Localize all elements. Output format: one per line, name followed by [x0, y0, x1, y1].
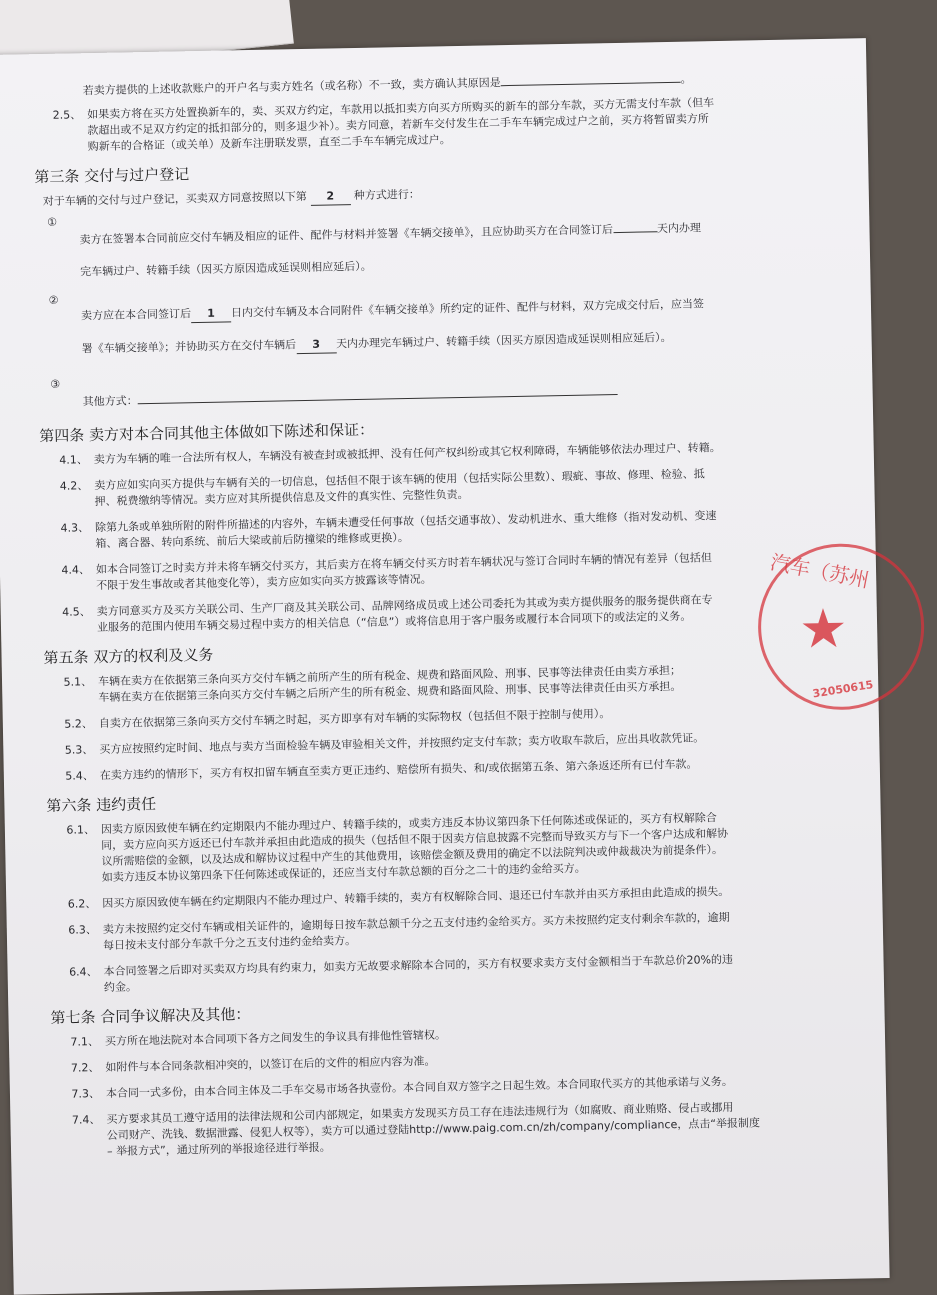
delivery-days-value: 1 — [191, 305, 231, 323]
section-6-title: 第六条 违约责任 — [46, 794, 157, 816]
clause-text: 因卖方原因致使车辆在约定期限内不能办理过户、转籍手续的，或卖方违反本协议第四条下任何陈述或保证的，买方有权解除合 同，卖方应向买方返还已付车款并承担由此造成的损失（包括但不限于因卖方信息披露不完整而导致买方与下一个客户达成和解协 议所需赔偿的金额，以及达成和解协议过程中产生的其他费用，该赔偿金额及费用的确定不以法院判决或仲裁裁决为前提条件）。 如卖方违反本协议第四条下任何陈述或保证的，还应当支付车款总额的百分之二十的违约金给买方。 — [100, 811, 729, 885]
option-number: ② — [48, 293, 59, 307]
clause-text: 除第九条或单独所附的附件所描述的内容外，车辆未遭受任何事故（包括交通事故）、发动机进水、重大维修（指对发动机、变速 箱、离合器、转向系统、前后大梁或前后防撞梁的维修或更换）。 — [94, 509, 717, 551]
section-3-intro-end: 种方式进行： — [353, 187, 420, 203]
other-method-blank — [137, 382, 617, 404]
clause-text: 如果卖方将在买方处置换新车的，卖、买双方约定，车款用以抵扣卖方向买方所购买的新车的部分车款，买方无需支付车款（但车 款超出或不足双方约定的抵扣部分的，则多退少补）。卖方同意，若新车交付发生在二手车车辆完成过户之前，买方将暂留卖方所 购新车的合格证（或关单）及新车注册联发票，直至二手车车辆完成过户。 — [87, 96, 715, 154]
option-2-text-a: 卖方应在本合同签订后 — [80, 307, 192, 323]
clause-number: 7.2、 — [70, 1061, 100, 1075]
option-text — [81, 278, 834, 358]
option-1-days-blank — [613, 219, 657, 233]
section-5-items — [52, 660, 842, 785]
clause-text: 如本合同签订之时卖方并未将车辆交付买方，其后卖方在将车辆交付买方时若车辆状况与签订合同时车辆的情况有差异（包括但 不限于发生事故或者其他变化等），卖方应如实向买方披露该等情况。 — [95, 551, 712, 593]
method-option-3 — [46, 362, 835, 411]
option-1-text-a: 卖方在签署本合同前应交付车辆及相应的证件、配件与材料并签署《车辆交接单》，且应协助买方在合同签订后 — [79, 223, 614, 247]
clause-7-4 — [60, 1098, 849, 1161]
clause-text: 卖方未按照约定交付车辆或相关证件的，逾期每日按车款总额千分之五支付违约金给买方。买方未按照约定支付剩余车款的，逾期 每日按未支付部分车款千分之五支付违约金给卖方。 — [102, 910, 730, 952]
option-number: ③ — [50, 377, 61, 391]
seal-number: 32050615 — [811, 677, 875, 701]
clause-2-5 — [41, 93, 830, 156]
clause-number: 4.3、 — [60, 521, 90, 535]
clause-7-2 — [59, 1046, 847, 1077]
clause-number: 5.1、 — [63, 675, 93, 689]
seal-star-icon: ★ — [798, 596, 849, 661]
clause-5-4 — [54, 754, 842, 785]
clause-number: 6.3、 — [68, 923, 97, 937]
clause-7-3 — [60, 1072, 848, 1103]
clause-number: 4.4、 — [61, 563, 91, 577]
clause-6-2 — [56, 882, 844, 913]
clause-text: 买方所在地法院对本合同项下各方之间发生的争议具有排他性管辖权。 — [104, 1028, 447, 1048]
clause-number: 6.1、 — [66, 823, 96, 837]
clause-4-2 — [48, 464, 836, 511]
clause-text: 在卖方违约的情形下，买方有权扣留车辆直至卖方更正违约、赔偿所有损失、和/或依据第五条、第六条返还所有已付车款。 — [99, 757, 698, 783]
option-text — [82, 362, 835, 410]
clause-text: 卖方应如实向买方提供与车辆有关的一切信息，包括但不限于该车辆的使用（包括实际公里数）、瑕疵、事故、修理、检验、抵 押、税费缴纳等情况。卖方应对其所提供信息及文件的真实性、完整性负责。 — [94, 467, 705, 509]
clause-text: 买方应按照约定时间、地点与卖方当面检验车辆及审验相关文件，并按照约定支付车款；卖方收取车款后，应出具收款凭证。 — [99, 731, 705, 757]
clause-text: 车辆在卖方在依据第三条向买方交付车辆之前所产生的所有税金、规费和路面风险、刑事、民事等法律责任由卖方承担； 车辆在卖方在依据第三条向买方交付车辆之后所产生的所有税金、规费和路面风险、刑事、民事等法律责任由买方承担。 — [97, 663, 682, 705]
account-name-end: 。 — [680, 72, 692, 86]
clause-5-2 — [53, 702, 841, 733]
clause-number: 7.4、 — [71, 1113, 101, 1127]
clause-number: 7.1、 — [70, 1035, 100, 1049]
clause-6-4 — [57, 950, 845, 997]
option-2-text-d: 天内办理完车辆过户、转籍手续（因买方原因造成延误则相应延后）。 — [335, 330, 672, 351]
clause-number: 4.5、 — [62, 605, 91, 619]
method-choice-value: 2 — [310, 188, 350, 206]
clause-text: 卖方同意买方及买方关联公司、生产厂商及其关联公司、品牌网络成员或上述公司委托为其或为卖方提供服务的服务提供商在专 业服务的范围内使用车辆交易过程中卖方的相关信息（“信息”）或将信息用于客户服务或履行本合同项下的或法定的义务。 — [96, 593, 713, 635]
option-text — [79, 200, 832, 280]
transfer-days-value: 3 — [296, 336, 336, 354]
clause-number: 4.2、 — [59, 479, 89, 493]
section-3-title: 第三条 交付与过户登记 — [34, 165, 190, 187]
clause-text: 本合同签署之后即对买卖双方均具有约束力，如卖方无故要求解除本合同的，买方有权要求卖方支付金额相当于车款总价20%的违 约金。 — [103, 952, 734, 994]
section-5-title: 第五条 双方的权利及义务 — [43, 645, 214, 668]
section-7-items — [59, 1020, 849, 1161]
option-1-text-b: 天内办理 — [656, 221, 702, 236]
clause-text: 自卖方在依据第三条向买方交付车辆之时起，买方即享有对车辆的实际物权（包括但不限于控制与使用）。 — [98, 707, 611, 731]
option-2-text-b: 日内交付车辆及本合同附件《车辆交接单》所约定的证件、配件与材料，双方完成交付后，应当签 — [230, 297, 705, 320]
option-2-text-c: 署《车辆交接单》；并协助买方在交付车辆后 — [81, 338, 297, 356]
clause-5-3 — [53, 728, 841, 759]
clause-text: 如附件与本合同条款相冲突的，以签订在后的文件的相应内容为准。 — [105, 1054, 436, 1074]
clause-number: 6.4、 — [68, 965, 98, 979]
clause-4-4 — [50, 548, 838, 595]
contract-page — [0, 38, 890, 1295]
option-number: ① — [47, 215, 58, 229]
option-1-text-c: 完车辆过户、转籍手续（因买方原因造成延误则相应延后）。 — [80, 259, 372, 279]
clause-text: 买方要求其员工遵守适用的法律法规和公司内部规定，如果卖方发现买方员工存在违法违规行为（如腐败、商业贿赂、侵占或挪用 公司财产、洗钱、数据泄露、侵犯人权等），卖方可以通过登陆http://www.paig.com.cn/zh/company/compliance，点击“举报制度 – 举报方式”，通过所列的举报途径进行举报。 — [106, 1100, 761, 1158]
option-3-text: 其他方式： — [82, 394, 138, 409]
clause-number: 4.1、 — [59, 453, 88, 467]
clause-number: 6.2、 — [67, 897, 97, 911]
clause-text: 卖方为车辆的唯一合法所有权人，车辆没有被查封或被抵押、没有任何产权纠纷或其它权利障碍，车辆能够依法办理过户、转籍。 — [93, 441, 721, 467]
clause-5-1 — [52, 660, 840, 707]
section-7-title: 第七条 合同争议解决及其他： — [50, 1005, 251, 1028]
account-reason-blank — [500, 70, 680, 86]
clause-4-3 — [49, 506, 837, 553]
section-4-title: 第四条 卖方对本合同其他主体做如下陈述和保证： — [39, 420, 375, 446]
seal-text: 汽车（苏州 — [768, 549, 872, 593]
section-6-items — [55, 808, 846, 997]
section-4-items — [48, 438, 839, 637]
clause-text: 因买方原因致使车辆在约定期限内不能办理过户、转籍手续的，卖方有权解除合同、退还已付车款并由买方承担由此造成的损失。 — [102, 884, 730, 910]
clause-4-5 — [51, 590, 839, 637]
clause-number: 5.3、 — [64, 743, 94, 757]
method-option-2 — [45, 278, 834, 359]
clause-6-3 — [57, 908, 845, 955]
account-name-text: 若卖方提供的上述收款账户的开户名与卖方姓名（或名称）不一致，卖方确认其原因是 — [82, 76, 501, 98]
clause-number: 5.2、 — [64, 717, 93, 731]
method-option-1 — [43, 200, 832, 281]
clause-number: 5.4、 — [65, 769, 94, 783]
contract-content — [34, 67, 850, 1171]
clause-number: 2.5、 — [52, 108, 82, 122]
section-3-intro-text: 对于车辆的交付与过户登记，买卖双方同意按照以下第 — [42, 189, 307, 209]
clause-6-1 — [55, 808, 844, 887]
clause-number: 7.3、 — [71, 1087, 101, 1101]
clause-text: 本合同一式多份，由本合同主体及二手车交易市场各执壹份。本合同自双方签字之日起生效。本合同取代买方的其他承诺与义务。 — [105, 1074, 733, 1100]
